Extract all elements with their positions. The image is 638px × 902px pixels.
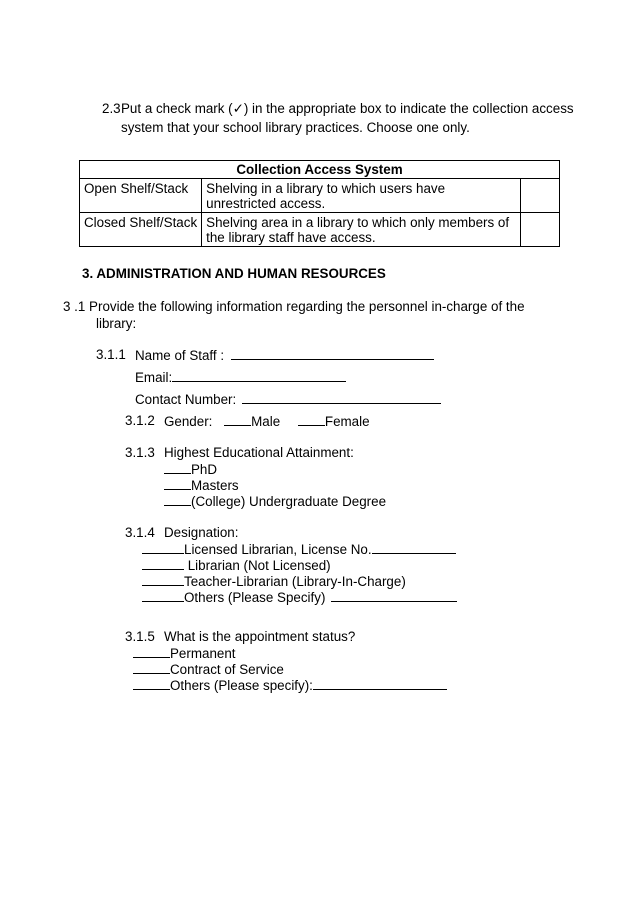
education-phd-blank[interactable] (164, 461, 191, 474)
question-2-3-text-line2: system that your school library practices. Choose one only. (121, 120, 470, 135)
question-3-1-2-number: 3.1.2 (125, 413, 155, 428)
checkbox-open-shelf[interactable] (521, 179, 560, 213)
contact-number-blank[interactable] (242, 391, 441, 404)
contact-number-label: Contact Number: (135, 392, 237, 407)
status-permanent-blank[interactable] (133, 645, 170, 658)
list-item (142, 589, 457, 606)
list-item (133, 645, 236, 662)
checkbox-closed-shelf[interactable] (521, 213, 560, 247)
question-3-1-4-number: 3.1.4 (125, 525, 155, 540)
designation-not-licensed-blank[interactable] (142, 557, 184, 570)
table-row (80, 179, 560, 213)
gender-field (164, 413, 370, 430)
status-others-option: Others (Please specify): (170, 678, 313, 693)
status-contract-blank[interactable] (133, 661, 170, 674)
list-item (142, 541, 456, 558)
question-3-1-5-number: 3.1.5 (125, 629, 155, 644)
education-label: Highest Educational Attainment: (164, 445, 354, 460)
question-3-1-line1: 3 .1 Provide the following information regarding the personnel in-charge of the (63, 299, 525, 314)
table-header: Collection Access System (80, 161, 560, 179)
education-undergrad-blank[interactable] (164, 493, 191, 506)
designation-others-specify-blank[interactable] (331, 589, 457, 602)
education-undergrad-option: (College) Undergraduate Degree (191, 494, 387, 509)
list-item (142, 557, 331, 574)
education-masters-option: Masters (191, 478, 239, 493)
question-3-1-line2: library: (96, 316, 137, 331)
email-label: Email: (135, 370, 173, 385)
designation-licensed-option: Licensed Librarian, License No. (184, 542, 372, 557)
row-description-open-shelf: Shelving in a library to which users have unrestricted access. (202, 179, 521, 213)
gender-male-option: Male (251, 414, 281, 429)
name-of-staff-field (135, 347, 434, 364)
appointment-status-label: What is the appointment status? (164, 629, 356, 644)
designation-others-blank[interactable] (142, 589, 184, 602)
table-row (80, 213, 560, 247)
gender-label: Gender: (164, 414, 213, 429)
education-masters-blank[interactable] (164, 477, 191, 490)
name-of-staff-label: Name of Staff : (135, 348, 225, 363)
question-3-1-3-number: 3.1.3 (125, 445, 155, 460)
gender-male-blank[interactable] (224, 413, 251, 426)
status-others-blank[interactable] (133, 677, 170, 690)
designation-teacher-librarian-option: Teacher-Librarian (Library-In-Charge) (184, 574, 406, 589)
list-item (164, 477, 239, 494)
section-3-heading: 3. ADMINISTRATION AND HUMAN RESOURCES (82, 266, 386, 281)
status-permanent-option: Permanent (170, 646, 236, 661)
designation-teacher-librarian-blank[interactable] (142, 573, 184, 586)
email-blank[interactable] (172, 369, 346, 382)
list-item (133, 677, 447, 694)
list-item (133, 661, 284, 678)
license-number-blank[interactable] (372, 541, 456, 554)
collection-access-table (79, 160, 560, 247)
gender-female-option: Female (324, 414, 370, 429)
list-item (142, 573, 406, 590)
row-description-closed-shelf: Shelving area in a library to which only members of the library staff have access. (202, 213, 521, 247)
question-2-3-text-line1: Put a check mark (✓) in the appropriate box to indicate the collection access (121, 101, 574, 116)
question-2-3-number: 2.3 (102, 101, 121, 116)
designation-licensed-blank[interactable] (142, 541, 184, 554)
list-item (164, 461, 217, 478)
status-contract-option: Contract of Service (170, 662, 284, 677)
designation-not-licensed-option: Librarian (Not Licensed) (184, 558, 331, 573)
email-field (135, 369, 346, 386)
education-phd-option: PhD (191, 462, 218, 477)
name-of-staff-blank[interactable] (231, 347, 434, 360)
question-3-1-1-number: 3.1.1 (96, 347, 126, 362)
contact-number-field (135, 391, 441, 408)
designation-others-option: Others (Please Specify) (184, 590, 326, 605)
list-item (164, 493, 386, 510)
designation-label: Designation: (164, 525, 239, 540)
row-label-closed-shelf: Closed Shelf/Stack (80, 213, 202, 247)
gender-female-blank[interactable] (298, 413, 325, 426)
status-others-specify-blank[interactable] (313, 677, 447, 690)
row-label-open-shelf: Open Shelf/Stack (80, 179, 202, 213)
